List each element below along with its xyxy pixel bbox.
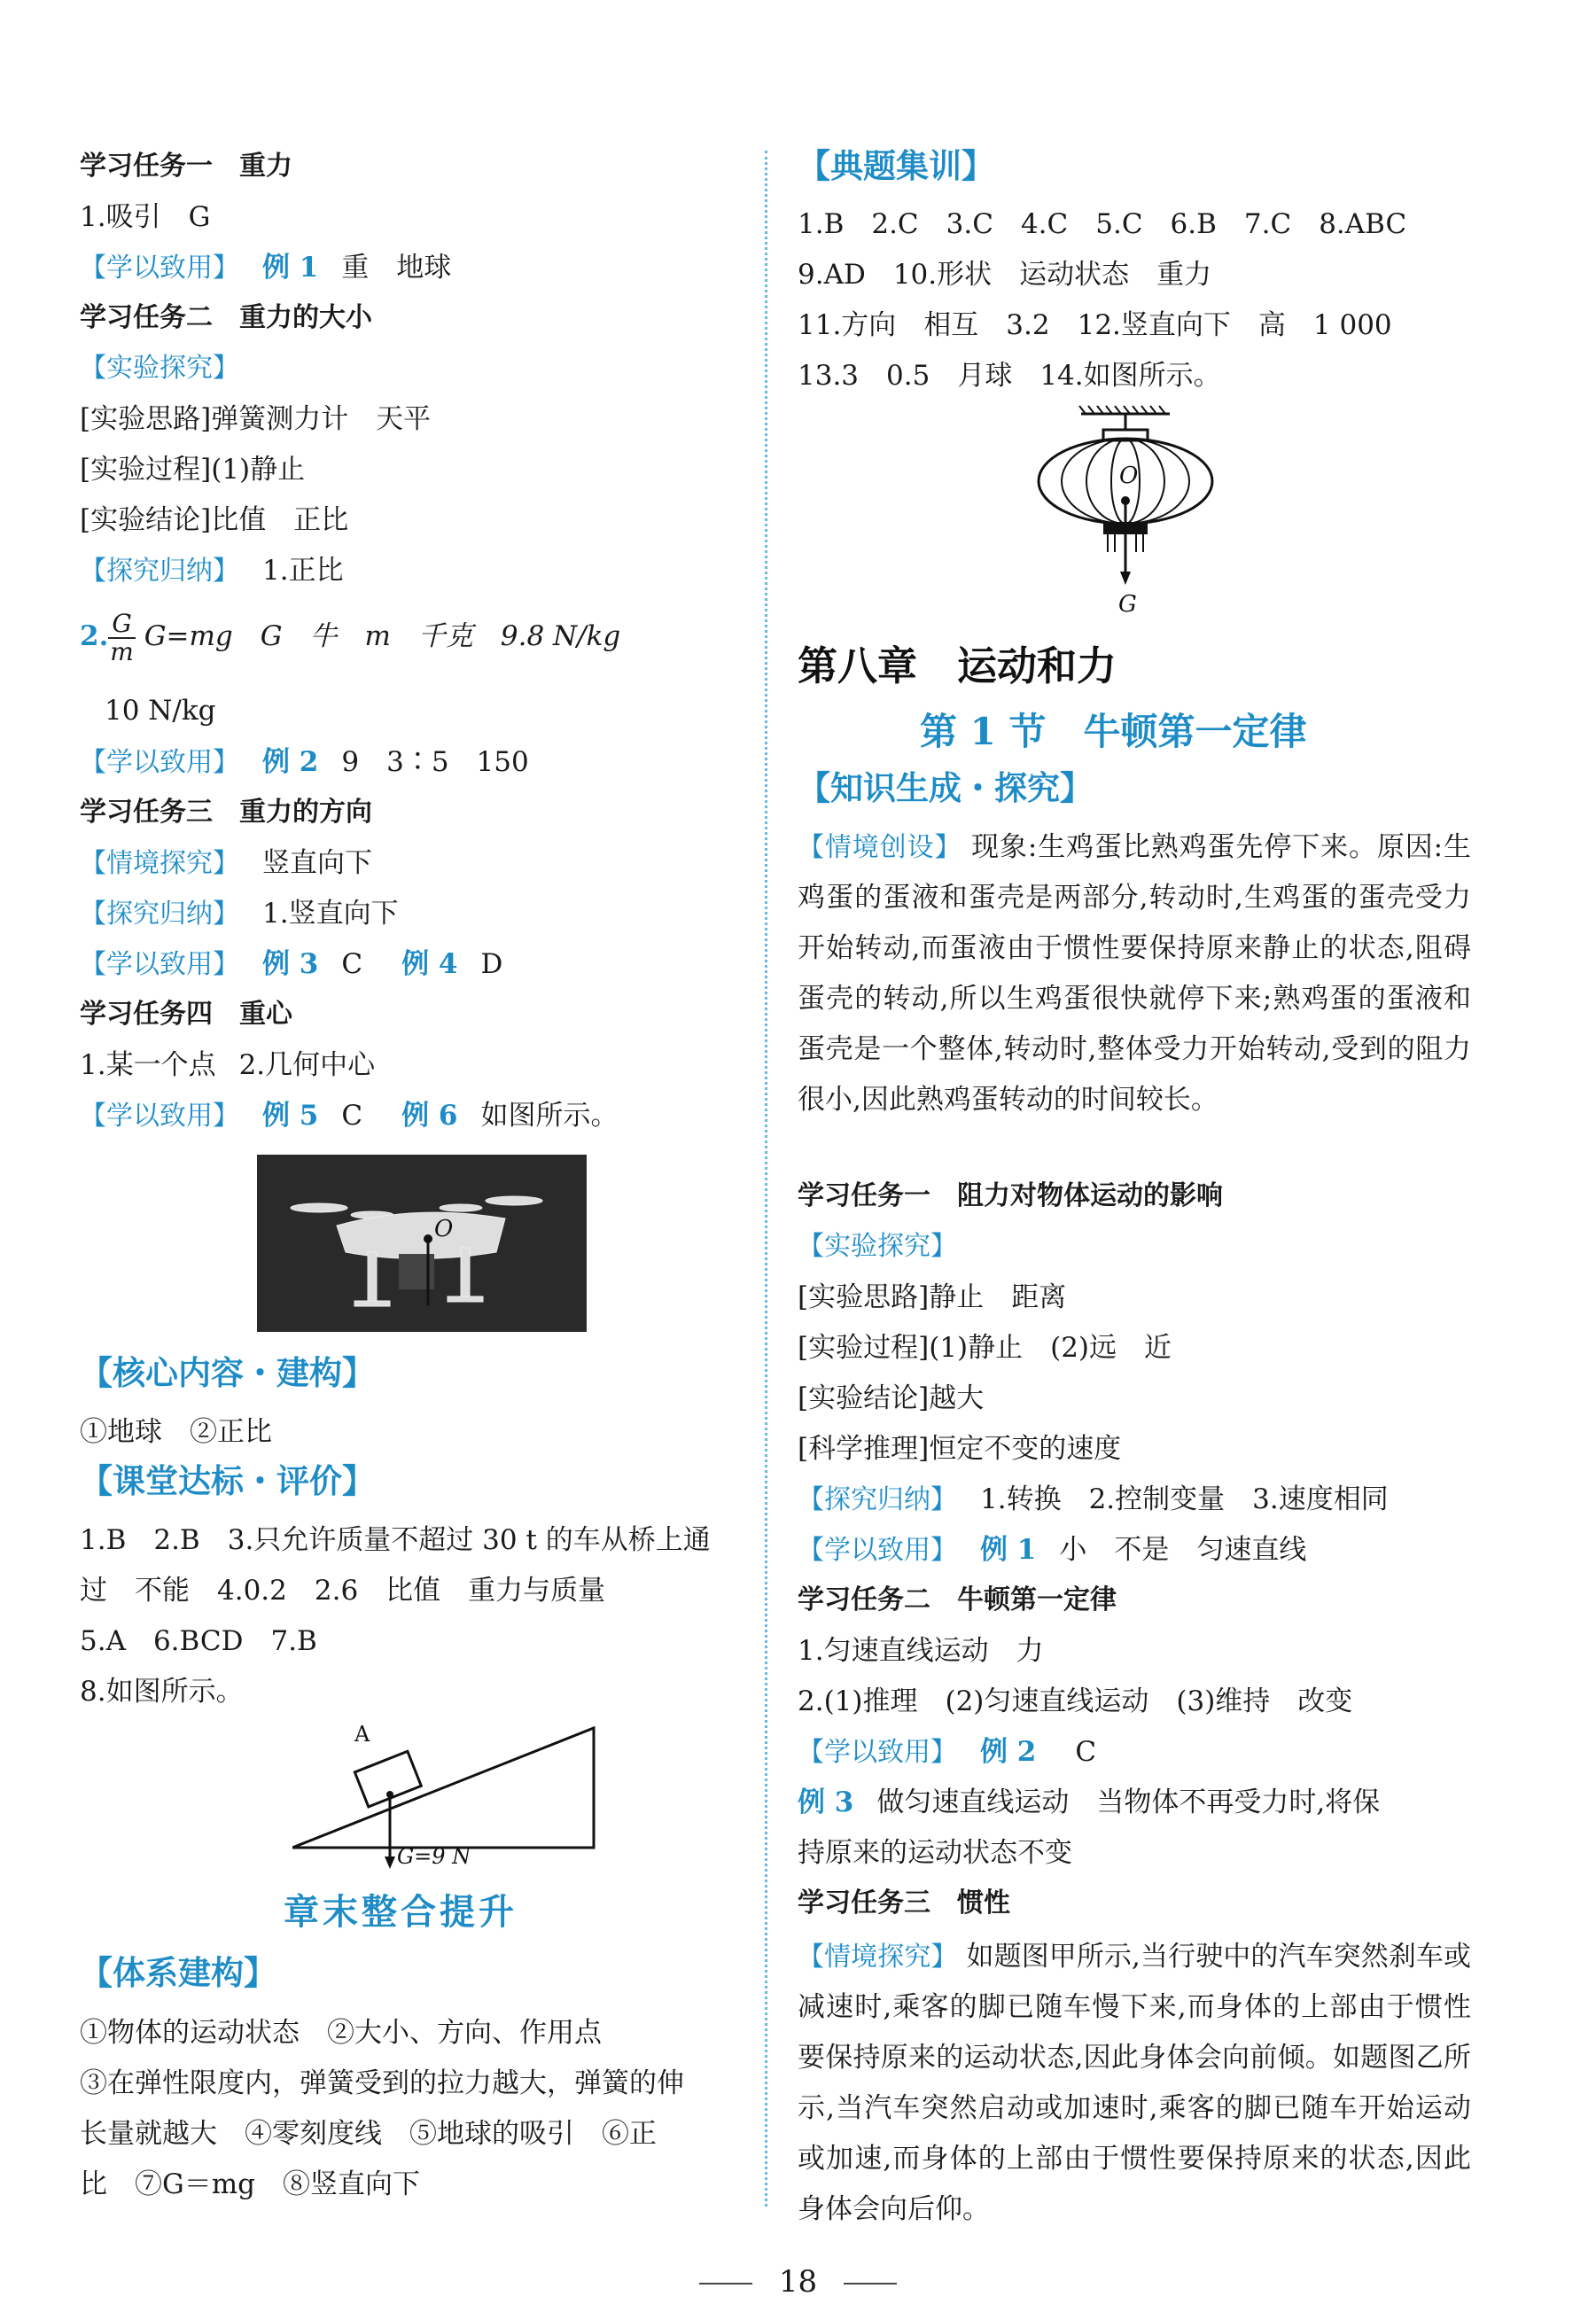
chapter-title: 第八章 运动和力 — [798, 642, 1117, 689]
answer-line: 【探究归纳】 1.正比 — [80, 555, 344, 587]
answer-line: [实验结论]比值 正比 — [80, 504, 349, 536]
gravity-label: G — [1118, 591, 1137, 618]
gravity-label: G=9 N — [397, 1844, 471, 1869]
section-tag: 【知识生成・探究】 — [798, 769, 1093, 807]
task3-title: 学习任务三 惯性 — [798, 1888, 1010, 1919]
task2-title: 学习任务二 重力的大小 — [80, 302, 372, 333]
section-tag: 【课堂达标・评价】 — [80, 1462, 375, 1500]
answer-line: 5.A 6.BCD 7.B — [80, 1625, 317, 1657]
answer-line: 10 N/kg — [105, 695, 216, 727]
answer-line: [科学推理]恒定不变的速度 — [798, 1433, 1122, 1465]
answer-line: 1.吸引 G — [80, 201, 211, 233]
paragraph: 【情境创设】 现象:生鸡蛋比熟鸡蛋先停下来。原因:生鸡蛋的蛋液和蛋壳是两部分,转动时,生鸡蛋的蛋壳受力开始转动,而蛋液由于惯性要保持原来静止的状态,阻碍蛋壳的转动,所以生鸡蛋很快就停下来;熟鸡蛋的蛋液和蛋壳是一个整体,转动时,整体受力开始转动,受到的阻力很小,因此熟鸡蛋转动的时间较长。 — [798, 831, 1472, 1116]
answer-line: ③在弹性限度内，弹簧受到的拉力越大，弹簧的伸 — [80, 2067, 684, 2099]
answer-line: [实验思路]静止 距离 — [798, 1281, 1067, 1313]
column-divider — [765, 151, 767, 2207]
paragraph: 【情境探究】 如题图甲所示,当行驶中的汽车突然刹车或减速时,乘客的脚已随车慢下来,而身体的上部由于惯性要保持原来的运动状态,因此身体会向前倾。如题图乙所示,当汽车突然启动或加速时,乘客的脚已随车开始运动或加速,而身体的上部由于惯性要保持原来的状态,因此身体会向后仰。 — [798, 1941, 1472, 2225]
chapter-end-title: 章末整合提升 — [284, 1891, 518, 1933]
answer-line-fraction: 2. $\frac{G}{m}$ G=mg G 牛 m 千克 9.8 N/kg — [80, 608, 621, 666]
answer-line: 长量就越大 ④零刻度线 ⑤地球的吸引 ⑥正 — [80, 2118, 657, 2150]
section-title: 第 1 节 牛顿第一定律 — [920, 710, 1307, 753]
lantern-figure — [1037, 403, 1232, 625]
incline-figure — [292, 1715, 611, 1874]
section-tag: 【典题集训】 — [798, 147, 994, 185]
answer-line: [实验思路]弹簧测力计 天平 — [80, 403, 432, 435]
drone-figure — [257, 1155, 587, 1332]
answer-line: 持原来的运动状态不变 — [798, 1837, 1072, 1869]
lantern-center-label: O — [1119, 463, 1139, 489]
answer-line: 11.方向 相互 3.2 12.竖直向下 高 1 000 — [798, 309, 1392, 341]
answer-line: [实验过程](1)静止 (2)远 近 — [798, 1332, 1172, 1364]
answer-line: 1.B 2.C 3.C 4.C 5.C 6.B 7.C 8.ABC — [798, 208, 1407, 240]
answer-line: 2.(1)推理 (2)匀速直线运动 (3)维持 改变 — [798, 1685, 1353, 1717]
answer-line: 1.匀速直线运动 力 — [798, 1635, 1044, 1667]
section-tag: 【实验探究】 — [80, 353, 239, 384]
answer-line: 【学以致用】 例 1 重 地球 — [80, 252, 452, 284]
task1-title: 学习任务一 阻力对物体运动的影响 — [798, 1180, 1223, 1211]
task1-title: 学习任务一 重力 — [80, 151, 292, 182]
task2-title: 学习任务二 牛顿第一定律 — [798, 1584, 1117, 1615]
section-tag: 【体系建构】 — [80, 1954, 276, 1992]
answer-line: 例 3 做匀速直线运动 当物体不再受力时,将保 — [798, 1786, 1381, 1818]
answer-line: 1.某一个点 2.几何中心 — [80, 1049, 376, 1081]
answer-line: 【学以致用】 例 2 C — [798, 1736, 1097, 1768]
task4-title: 学习任务四 重心 — [80, 999, 292, 1030]
answer-line: 【学以致用】 例 1 小 不是 匀速直线 — [798, 1534, 1307, 1566]
section-tag: 【核心内容・建构】 — [80, 1354, 375, 1392]
answer-line: ①地球 ②正比 — [80, 1416, 272, 1448]
answer-line: 13.3 0.5 月球 14.如图所示。 — [798, 360, 1221, 392]
drone-center-label: O — [434, 1216, 454, 1242]
answer-line: 【探究归纳】 1.转换 2.控制变量 3.速度相同 — [798, 1483, 1389, 1515]
answer-line: 【探究归纳】 1.竖直向下 — [80, 898, 399, 930]
answer-line: 过 不能 4.0.2 2.6 比值 重力与质量 — [80, 1575, 606, 1607]
answer-line: [实验过程](1)静止 — [80, 454, 306, 486]
answer-line: 【学以致用】 例 3 C 例 4 D — [80, 948, 503, 980]
answer-line: 【情境探究】 竖直向下 — [80, 847, 372, 879]
task3-title: 学习任务三 重力的方向 — [80, 797, 372, 828]
drone-photo — [257, 1155, 587, 1332]
fraction: $\frac{G}{m}$ — [110, 608, 134, 666]
section-tag: 【实验探究】 — [798, 1231, 957, 1262]
answer-line: 比 ⑦G＝mg ⑧竖直向下 — [80, 2168, 421, 2200]
answer-line: [实验结论]越大 — [798, 1382, 985, 1414]
block-label: A — [354, 1722, 370, 1747]
answer-line: 9.AD 10.形状 运动状态 重力 — [798, 259, 1212, 291]
answer-line: 【学以致用】 例 5 C 例 6 如图所示。 — [80, 1100, 619, 1132]
answer-line: ①物体的运动状态 ②大小、方向、作用点 — [80, 2017, 602, 2049]
answer-line: 1.B 2.B 3.只允许质量不超过 30 t 的车从桥上通 — [80, 1524, 711, 1556]
page-number: 18 — [0, 2264, 1596, 2300]
answer-line: 8.如图所示。 — [80, 1676, 244, 1708]
answer-line: 【学以致用】 例 2 9 3∶5 150 — [80, 746, 529, 778]
